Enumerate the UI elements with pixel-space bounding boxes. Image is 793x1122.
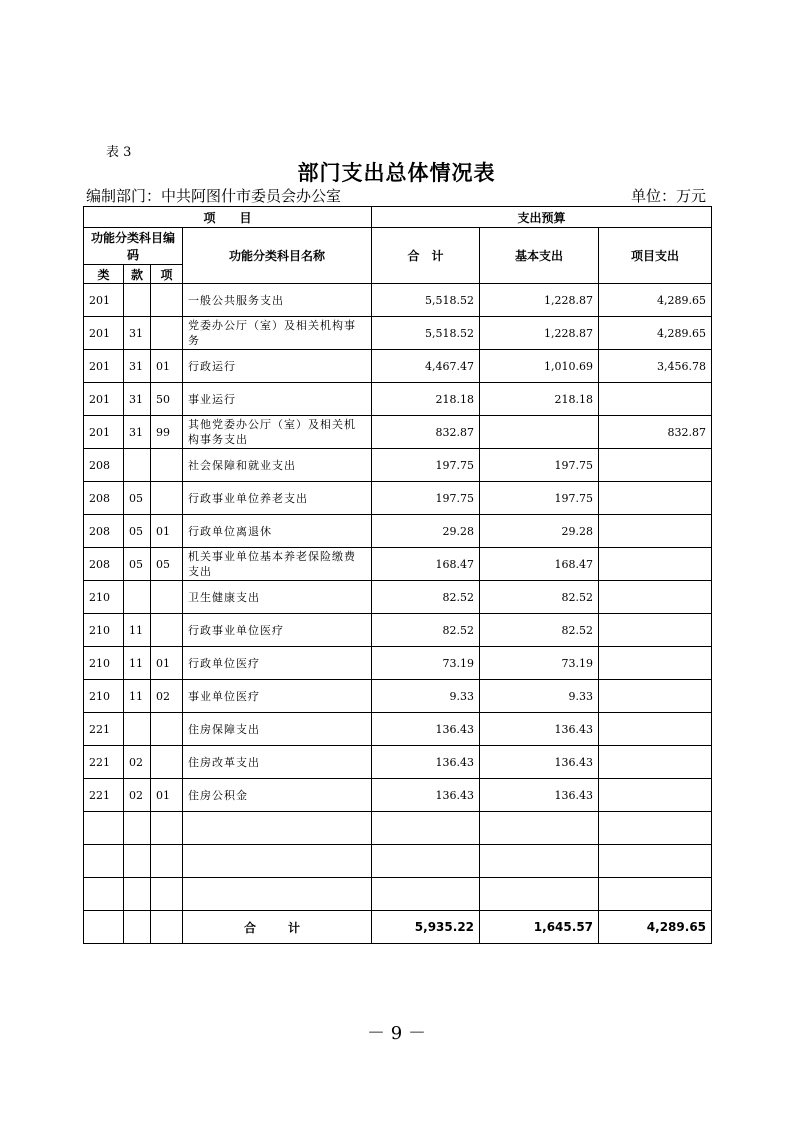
header-kuan: 款 (124, 265, 151, 284)
cell-kuan: 02 (124, 746, 151, 779)
cell-xiang (151, 713, 183, 746)
cell-lei (84, 845, 124, 878)
expenditure-table (83, 206, 712, 944)
cell-total: 4,467.47 (372, 350, 480, 383)
cell-total: 136.43 (372, 779, 480, 812)
cell-lei: 201 (84, 383, 124, 416)
cell-name: 行政运行 (183, 350, 372, 383)
cell-xiang (151, 878, 183, 911)
cell-project (599, 482, 712, 515)
header-basic: 基本支出 (480, 228, 599, 284)
table-row (84, 548, 712, 581)
table-row (84, 284, 712, 317)
cell-xiang (151, 482, 183, 515)
cell-basic: 136.43 (480, 713, 599, 746)
header-xiang: 项 (151, 265, 183, 284)
cell-xiang (151, 581, 183, 614)
cell-kuan: 05 (124, 515, 151, 548)
cell-lei: 208 (84, 449, 124, 482)
cell-lei: 210 (84, 647, 124, 680)
cell-total: 136.43 (372, 746, 480, 779)
table-row (84, 449, 712, 482)
cell-project (599, 713, 712, 746)
cell-xiang (151, 317, 183, 350)
table-body (84, 284, 712, 911)
cell-lei: 221 (84, 713, 124, 746)
cell-total: 5,518.52 (372, 317, 480, 350)
cell-name: 事业运行 (183, 383, 372, 416)
cell-xiang (151, 845, 183, 878)
page-number: － 9 － (367, 1023, 426, 1044)
cell-xiang: 99 (151, 416, 183, 449)
total-project: 4,289.65 (599, 911, 712, 944)
cell-project (599, 878, 712, 911)
meta-row (86, 185, 706, 206)
cell-total: 82.52 (372, 581, 480, 614)
cell-basic (480, 416, 599, 449)
cell-basic (480, 812, 599, 845)
cell-name: 行政事业单位医疗 (183, 614, 372, 647)
cell-total: 5,518.52 (372, 284, 480, 317)
cell-xiang (151, 449, 183, 482)
cell-lei: 210 (84, 680, 124, 713)
table-row (84, 878, 712, 911)
total-cell-kuan (124, 911, 151, 944)
cell-basic: 82.52 (480, 614, 599, 647)
cell-total (372, 812, 480, 845)
table-row (84, 350, 712, 383)
cell-name: 社会保障和就业支出 (183, 449, 372, 482)
table-row (84, 614, 712, 647)
cell-basic: 218.18 (480, 383, 599, 416)
cell-lei: 201 (84, 284, 124, 317)
document-title: 部门支出总体情况表 (297, 161, 496, 185)
cell-xiang: 01 (151, 647, 183, 680)
cell-lei: 210 (84, 614, 124, 647)
org-label: 编制部门：中共阿图什市委员会办公室 (86, 187, 342, 205)
cell-basic: 168.47 (480, 548, 599, 581)
cell-project (599, 845, 712, 878)
cell-basic: 1,228.87 (480, 317, 599, 350)
cell-xiang: 02 (151, 680, 183, 713)
unit-label: 单位：万元 (630, 187, 706, 205)
header-lei: 类 (84, 265, 124, 284)
cell-project (599, 548, 712, 581)
cell-project (599, 383, 712, 416)
cell-xiang: 01 (151, 350, 183, 383)
table-row (84, 482, 712, 515)
cell-kuan: 11 (124, 647, 151, 680)
cell-kuan: 11 (124, 680, 151, 713)
cell-lei: 208 (84, 548, 124, 581)
table-number: 表 3 (106, 145, 132, 160)
cell-kuan: 31 (124, 350, 151, 383)
cell-xiang (151, 614, 183, 647)
cell-project: 4,289.65 (599, 284, 712, 317)
table-row (84, 713, 712, 746)
cell-kuan: 31 (124, 317, 151, 350)
cell-xiang: 01 (151, 515, 183, 548)
cell-basic: 73.19 (480, 647, 599, 680)
cell-lei: 208 (84, 482, 124, 515)
cell-project (599, 812, 712, 845)
cell-lei: 221 (84, 746, 124, 779)
cell-name: 卫生健康支出 (183, 581, 372, 614)
cell-lei: 201 (84, 317, 124, 350)
cell-total: 9.33 (372, 680, 480, 713)
header-code-group: 功能分类科目编码 (84, 228, 183, 265)
table-row (84, 680, 712, 713)
total-sum: 5,935.22 (372, 911, 480, 944)
cell-kuan: 11 (124, 614, 151, 647)
cell-kuan (124, 845, 151, 878)
cell-project (599, 614, 712, 647)
cell-xiang: 01 (151, 779, 183, 812)
cell-lei (84, 878, 124, 911)
cell-total: 136.43 (372, 713, 480, 746)
table-row (84, 746, 712, 779)
cell-kuan (124, 812, 151, 845)
table-row (84, 317, 712, 350)
cell-kuan (124, 878, 151, 911)
cell-name: 行政事业单位养老支出 (183, 482, 372, 515)
cell-name: 行政单位医疗 (183, 647, 372, 680)
cell-project (599, 515, 712, 548)
cell-name: 行政单位离退休 (183, 515, 372, 548)
cell-lei (84, 812, 124, 845)
total-row (84, 911, 712, 944)
cell-project: 4,289.65 (599, 317, 712, 350)
header-total: 合 计 (372, 228, 480, 284)
cell-project: 832.87 (599, 416, 712, 449)
cell-project: 3,456.78 (599, 350, 712, 383)
cell-basic: 9.33 (480, 680, 599, 713)
cell-xiang (151, 284, 183, 317)
header-project: 项目支出 (599, 228, 712, 284)
cell-kuan: 31 (124, 383, 151, 416)
cell-kuan: 31 (124, 416, 151, 449)
cell-total: 168.47 (372, 548, 480, 581)
cell-total (372, 845, 480, 878)
cell-xiang: 50 (151, 383, 183, 416)
header-row-top (84, 207, 712, 228)
total-label: 合 计 (183, 911, 372, 944)
cell-project (599, 680, 712, 713)
cell-kuan: 05 (124, 548, 151, 581)
cell-project (599, 746, 712, 779)
cell-xiang: 05 (151, 548, 183, 581)
cell-name: 住房公积金 (183, 779, 372, 812)
cell-basic: 136.43 (480, 779, 599, 812)
cell-basic (480, 845, 599, 878)
table-row (84, 416, 712, 449)
cell-name: 其他党委办公厅（室）及相关机构事务支出 (183, 416, 372, 449)
cell-project (599, 779, 712, 812)
cell-name (183, 878, 372, 911)
cell-lei: 221 (84, 779, 124, 812)
cell-project (599, 581, 712, 614)
cell-basic: 29.28 (480, 515, 599, 548)
cell-name: 机关事业单位基本养老保险缴费支出 (183, 548, 372, 581)
table-row (84, 647, 712, 680)
table-row (84, 581, 712, 614)
cell-total: 218.18 (372, 383, 480, 416)
cell-basic: 1,010.69 (480, 350, 599, 383)
cell-xiang (151, 812, 183, 845)
total-cell-xiang (151, 911, 183, 944)
cell-total: 73.19 (372, 647, 480, 680)
header-name: 功能分类科目名称 (183, 228, 372, 284)
cell-name: 住房保障支出 (183, 713, 372, 746)
cell-name (183, 812, 372, 845)
cell-lei: 208 (84, 515, 124, 548)
table-row (84, 845, 712, 878)
cell-total: 197.75 (372, 482, 480, 515)
cell-lei: 210 (84, 581, 124, 614)
cell-name: 党委办公厅（室）及相关机构事务 (183, 317, 372, 350)
cell-kuan (124, 581, 151, 614)
cell-kuan: 05 (124, 482, 151, 515)
cell-basic: 197.75 (480, 482, 599, 515)
cell-name: 一般公共服务支出 (183, 284, 372, 317)
cell-lei: 201 (84, 350, 124, 383)
cell-name: 住房改革支出 (183, 746, 372, 779)
cell-total: 82.52 (372, 614, 480, 647)
cell-lei: 201 (84, 416, 124, 449)
cell-kuan (124, 449, 151, 482)
cell-basic: 1,228.87 (480, 284, 599, 317)
cell-total: 832.87 (372, 416, 480, 449)
cell-name (183, 845, 372, 878)
cell-project (599, 647, 712, 680)
cell-total: 29.28 (372, 515, 480, 548)
cell-project (599, 449, 712, 482)
cell-kuan: 02 (124, 779, 151, 812)
cell-basic: 82.52 (480, 581, 599, 614)
cell-total (372, 878, 480, 911)
cell-kuan (124, 284, 151, 317)
table-row (84, 812, 712, 845)
cell-basic (480, 878, 599, 911)
cell-kuan (124, 713, 151, 746)
table-row (84, 515, 712, 548)
cell-xiang (151, 746, 183, 779)
header-item: 项 目 (84, 207, 372, 228)
total-basic: 1,645.57 (480, 911, 599, 944)
table-row (84, 779, 712, 812)
header-row-code (84, 228, 712, 265)
cell-name: 事业单位医疗 (183, 680, 372, 713)
cell-total: 197.75 (372, 449, 480, 482)
cell-basic: 197.75 (480, 449, 599, 482)
table-row (84, 383, 712, 416)
header-budget: 支出预算 (372, 207, 712, 228)
total-cell-lei (84, 911, 124, 944)
cell-basic: 136.43 (480, 746, 599, 779)
